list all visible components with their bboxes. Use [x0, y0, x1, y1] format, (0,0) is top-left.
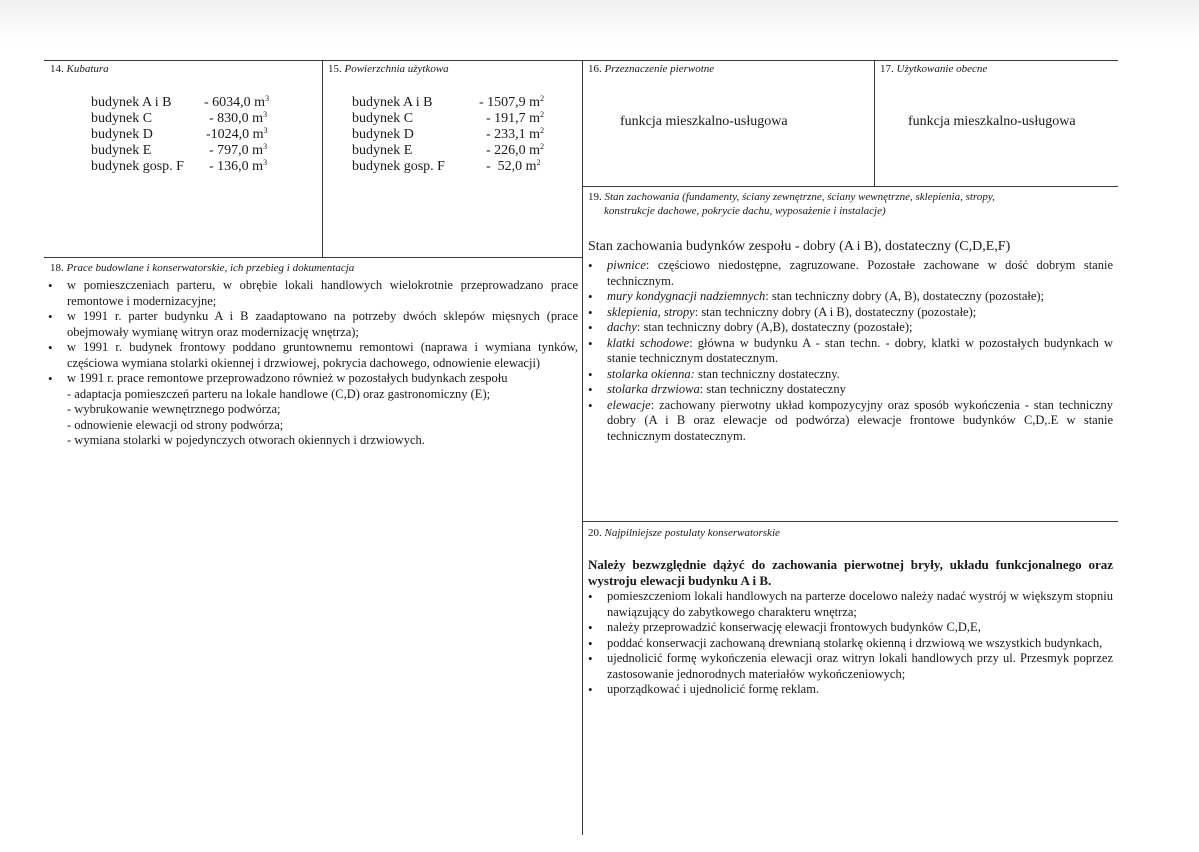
rule-16-19 [582, 186, 1118, 187]
section-16-header: 16. Przeznaczenie pierwotne [588, 63, 715, 75]
list-item: • poddać konserwacji zachowaną drewnianą stolarkę okienną i drzwiową we wszystkich budynkach, [585, 636, 1113, 652]
kubatura-list [91, 95, 321, 175]
list-item: • w 1991 r. parter budynku A i B zaadaptowano na potrzeby dwóch sklepów mięsnych (prace obejmowały wymianę witryn oraz modernizację wnętrza); [45, 309, 578, 340]
rule-15-18 [44, 257, 582, 258]
kubatura-row: budynek E - 797,0 $m^3$ [91, 142, 268, 158]
kubatura-row: budynek gosp. F - 136,0 $m^3$ [91, 158, 268, 174]
list-item: • pomieszczeniom lokali handlowych na parterze docelowo należy nadać wystrój w większym stopniu nawiązujący do zabytkowego charakteru wnętrza; [585, 589, 1113, 620]
powierzchnia-row: budynek D - 233,1 $m^2$ [352, 126, 545, 142]
list-item: • mury kondygnacji nadziemnych: stan techniczny dobry (A, B), dostateczny (pozostałe); [585, 289, 1113, 305]
divider-main [582, 60, 583, 835]
list-subitem: - wymiana stolarki w pojedynczych otworach okiennych i drzwiowych. [67, 433, 425, 447]
list-item: • stolarka drzwiowa: stan techniczny dostateczny [585, 382, 1113, 398]
list-item: • uporządkować i ujednolicić formę reklam. [585, 682, 1113, 698]
list-subitem: - adaptacja pomieszczeń parteru na lokale handlowe (C,D) oraz gastronomiczny (E); [67, 386, 491, 401]
section-16-value: funkcja mieszkalno-usługowa [620, 114, 788, 129]
stan-zachowania-list [585, 258, 1113, 444]
section-15-header: 15. Powierzchnia użytkowa [328, 63, 449, 75]
postulaty-list [585, 589, 1113, 698]
section-18-header: 18. Prace budowlane i konserwatorskie, ich przebieg i dokumentacja [50, 262, 355, 274]
section-19-intro: Stan zachowania budynków zespołu - dobry (A i B), dostateczny (C,D,E,F) [588, 239, 1011, 254]
section-17-value: funkcja mieszkalno-usługowa [908, 114, 1076, 129]
section-20-header: 20. Najpilniejsze postulaty konserwatorskie [588, 527, 780, 539]
divider-16-17 [874, 60, 875, 186]
divider-14-15 [322, 60, 323, 258]
powierzchnia-row: budynek A i B - 1507,9 $m^2$ [352, 94, 545, 110]
list-item: • dachy: stan techniczny dobry (A,B), dostateczny (pozostałe); [585, 320, 1113, 336]
list-item: • w 1991 r. prace remontowe przeprowadzono również w pozostałych budynkach zespołu [45, 371, 578, 387]
section-14-header: 14. Kubatura [50, 63, 109, 75]
section-19-header-cont: konstrukcje dachowe, pokrycie dachu, wyposażenie i instalacje) [604, 205, 886, 217]
list-item: • ujednolicić formę wykończenia elewacji oraz witryn lokali handlowych przy ul. Przesmyk poprzez zastosowanie jednorodnych materiałów wykończeniowych; [585, 651, 1113, 682]
list-item: • sklepienia, stropy: stan techniczny dobry (A i B), dostateczny (pozostałe); [585, 305, 1113, 321]
list-subitem: - odnowienie elewacji od strony podwórza; [67, 417, 284, 432]
prace-list [45, 278, 578, 449]
list-item: • należy przeprowadzić konserwację elewacji frontowych budynków C,D,E, [585, 620, 1113, 636]
kubatura-row: budynek A i B - 6034,0 $m^3$ [91, 94, 270, 110]
list-item: • w pomieszczeniach parteru, w obrębie lokali handlowych wielokrotnie przeprowadzano prace remontowe i modernizacyjne; [45, 278, 578, 309]
list-item: • piwnice: częściowo niedostępne, zagruzowane. Pozostałe zachowane w dość dobrym stanie technicznym. [585, 258, 1113, 289]
list-subitem: - wybrukowanie wewnętrznego podwórza; [67, 402, 281, 416]
section-19-header: 19. Stan zachowania (fundamenty, ściany zewnętrzne, ściany wewnętrzne, sklepienia, stropy, [588, 191, 995, 203]
list-item: • stolarka okienna: stan techniczny dostateczny. [585, 367, 1113, 383]
top-rule [44, 60, 1118, 61]
powierzchnia-list [352, 95, 580, 175]
powierzchnia-row: budynek C - 191,7 $m^2$ [352, 110, 545, 126]
list-item: • elewacje: zachowany pierwotny układ kompozycyjny oraz sposób wykończenia - stan techniczny dobry (A i B oraz elewacje od podwórza) elewacje frontowe budynków C,D,.E w stanie technicznym dostatecznym. [585, 398, 1113, 445]
scan-shadow [0, 0, 1199, 44]
kubatura-row: budynek D -1024,0 $m^3$ [91, 126, 268, 142]
powierzchnia-row: budynek E - 226,0 $m^2$ [352, 142, 545, 158]
list-item: • w 1991 r. budynek frontowy poddano gruntownemu remontowi (naprawa i wymiana tynków, częściowa wymiana stolarki okiennej i drzwiowej, pokrycia dachowego, odnowienie elewacji) [45, 340, 578, 371]
rule-19-20 [582, 521, 1118, 522]
powierzchnia-row: budynek gosp. F - 52,0 $m^2$ [352, 158, 541, 174]
section-17-header: 17. Użytkowanie obecne [880, 63, 988, 75]
section-20-intro: Należy bezwzględnie dążyć do zachowania pierwotnej bryły, układu funkcjonalnego oraz wystroju elewacji budynku A i B. [588, 557, 1113, 588]
kubatura-row: budynek C - 830,0 $m^3$ [91, 110, 268, 126]
list-item: • klatki schodowe: główna w budynku A - stan techn. - dobry, klatki w pozostałych budynkach w stanie technicznym dostatecznym. [585, 336, 1113, 367]
